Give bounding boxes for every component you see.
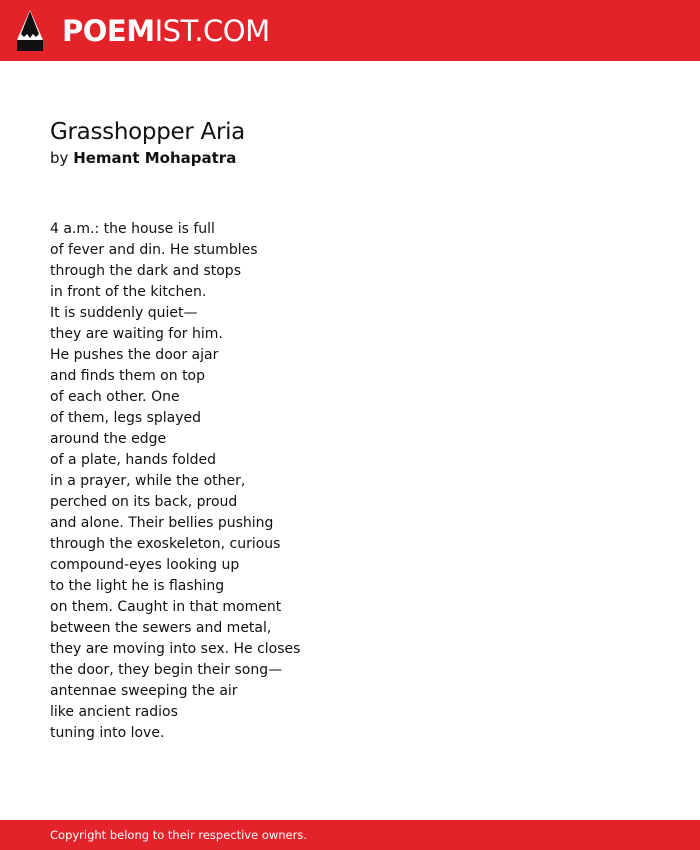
poem-line: of a plate, hands folded bbox=[50, 452, 217, 468]
poem-line: they are waiting for him. bbox=[50, 326, 223, 342]
poem-line: 4 a.m.: the house is full bbox=[50, 221, 215, 237]
poem-line: to the light he is flashing bbox=[50, 578, 225, 594]
poem-line: of fever and din. He stumbles bbox=[50, 242, 258, 258]
site-footer bbox=[0, 820, 700, 850]
poem-line: on them. Caught in that moment bbox=[50, 599, 282, 615]
poem-line: and alone. Their bellies pushing bbox=[50, 515, 274, 531]
poem-line: It is suddenly quiet— bbox=[50, 305, 198, 321]
author-name: Hemant Mohapatra bbox=[73, 149, 237, 167]
site-header bbox=[0, 0, 700, 61]
poem-line: around the edge bbox=[50, 431, 167, 447]
poem-line: they are moving into sex. He closes bbox=[50, 641, 301, 657]
poem-line: and finds them on top bbox=[50, 368, 206, 384]
logo-brand-bold: POEM bbox=[62, 14, 155, 48]
poem-line: of them, legs splayed bbox=[50, 410, 202, 426]
poem-line: tuning into love. bbox=[50, 725, 165, 741]
byline bbox=[50, 148, 236, 168]
site-logo[interactable] bbox=[62, 13, 270, 49]
poem-line: He pushes the door ajar bbox=[50, 347, 219, 363]
poem-line: between the sewers and metal, bbox=[50, 620, 272, 636]
poem-line: the door, they begin their song— bbox=[50, 662, 283, 678]
pencil-tip-icon[interactable] bbox=[17, 10, 43, 51]
logo-brand-light: IST.COM bbox=[154, 14, 270, 48]
poem-line: in a prayer, while the other, bbox=[50, 473, 246, 489]
poem-line: antennae sweeping the air bbox=[50, 683, 238, 699]
copyright-text: Copyright belong to their respective owners. bbox=[50, 828, 308, 842]
poem-title: Grasshopper Aria bbox=[50, 119, 245, 145]
poem-line: compound-eyes looking up bbox=[50, 557, 240, 573]
poem-line: like ancient radios bbox=[50, 704, 178, 720]
poem-line: through the exoskeleton, curious bbox=[50, 536, 281, 552]
poem-line: through the dark and stops bbox=[50, 263, 241, 279]
poem-line: of each other. One bbox=[50, 389, 180, 405]
poem-body bbox=[50, 219, 300, 744]
poem-line: perched on its back, proud bbox=[50, 494, 238, 510]
poem-line: in front of the kitchen. bbox=[50, 284, 207, 300]
by-label: by bbox=[50, 149, 69, 167]
